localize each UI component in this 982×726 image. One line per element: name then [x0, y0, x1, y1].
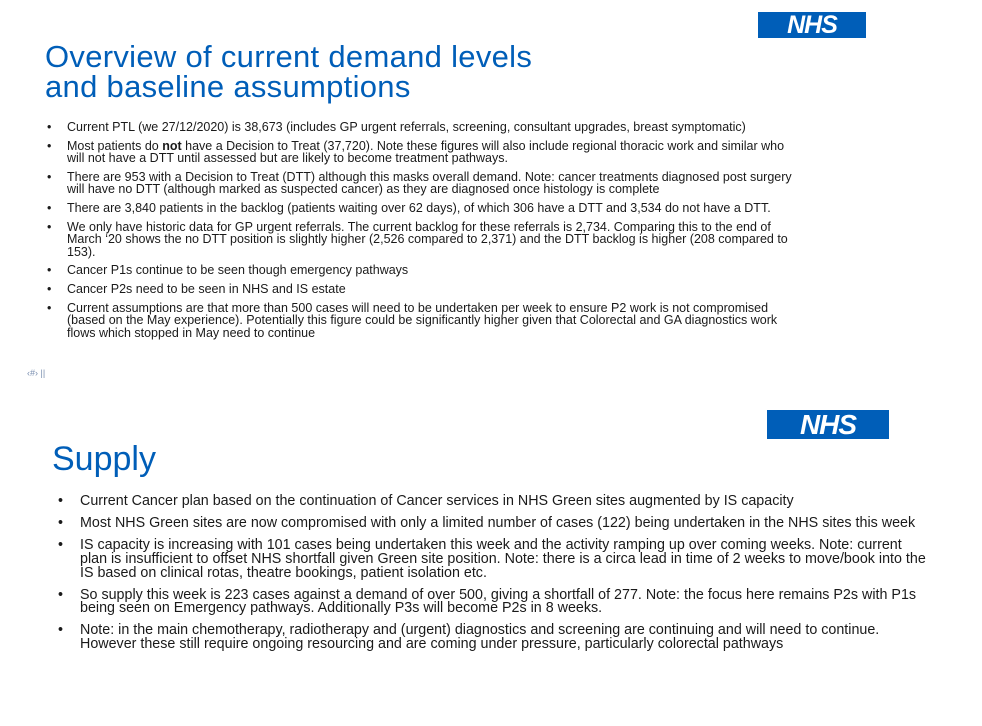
- list-item: [45, 171, 795, 196]
- bullet-list: [58, 495, 928, 660]
- bullet-text-start: Most patients do: [67, 138, 163, 153]
- bullet-text: IS capacity is increasing with 101 cases being undertaken this week and the activity ramping up over coming weeks. Note: current plan is insufficient to offset NHS shortfall given Green site position. Note: there is a circa lead in time of 2 weeks to move/book into the IS based on clinical rotas, theatre bookings, patient isolation etc.: [80, 536, 926, 581]
- list-item: [45, 221, 795, 259]
- bullet-text: There are 3,840 patients in the backlog (patients waiting over 62 days), of which 306 have a DTT and 3,534 do not have a DTT.: [67, 201, 771, 216]
- bullet-text-end: have a Decision to Treat (37,720). Note these figures will also include regional thoracic work and similar who will not have a DTT until assessed but are likely to become treatment pathways.: [67, 138, 785, 166]
- slide-number: ‹#› ||: [27, 368, 46, 378]
- bullet-icon: •: [58, 493, 64, 509]
- nhs-logo: NHS: [767, 410, 889, 439]
- list-item: [58, 514, 928, 531]
- bullet-text: So supply this week is 223 cases against a demand of over 500, giving a shortfall of 277. Note: the focus here remains P2s with P1s being seen on Emergency pathways. Additionally P3s will become P2s in 8 weeks.: [80, 586, 917, 617]
- bullet-icon: •: [47, 263, 52, 278]
- bullet-icon: •: [47, 138, 52, 153]
- bullet-icon: •: [47, 300, 52, 315]
- list-item: [58, 586, 928, 617]
- bullet-text: Current Cancer plan based on the continuation of Cancer services in NHS Green sites augmented by IS capacity: [80, 493, 794, 509]
- bullet-text: We only have historic data for GP urgent referrals. The current backlog for these referrals is 2,734. Comparing this to the end of March ‘20 shows the no DTT position is slightly higher (2,526 compared to 2,371) and the DTT backlog is higher (208 compared to 153).: [67, 219, 788, 259]
- list-item: [45, 121, 795, 134]
- bullet-icon: •: [58, 514, 64, 531]
- list-item: [58, 495, 928, 509]
- bullet-text: Cancer P2s need to be seen in NHS and IS estate: [67, 282, 346, 297]
- page-title: Supply: [52, 440, 156, 478]
- nhs-logo: NHS: [758, 12, 866, 38]
- slide-overview: [0, 0, 837, 396]
- bullet-text: [67, 139, 784, 166]
- page-title: [45, 39, 533, 104]
- list-item: [45, 264, 795, 277]
- bullet-icon: •: [47, 120, 52, 134]
- bullet-icon: •: [58, 586, 64, 603]
- list-item: [45, 202, 795, 215]
- bullet-text: Current PTL (we 27/12/2020) is 38,673 (includes GP urgent referrals, screening, consultant upgrades, breast symptomatic): [67, 120, 746, 134]
- bullet-text: Most NHS Green sites are now compromised with only a limited number of cases (122) being undertaken in the NHS sites this week: [80, 514, 916, 531]
- bullet-text: Cancer P1s continue to be seen though emergency pathways: [67, 263, 409, 278]
- bullet-text-emphasis: not: [162, 138, 182, 153]
- bullet-icon: •: [47, 282, 52, 297]
- title-line-1: Overview of current demand levels: [45, 39, 533, 74]
- title-line-2: and baseline assumptions: [45, 69, 411, 104]
- bullet-text: Note: in the main chemotherapy, radiotherapy and (urgent) diagnostics and screening are continuing and will need to continue. However these still require ongoing resourcing and are coming under pressure, particularly colorectal pathways: [80, 622, 880, 653]
- bullet-icon: •: [47, 201, 52, 216]
- list-item: [45, 140, 795, 165]
- bullet-icon: •: [47, 169, 52, 184]
- list-item: [45, 283, 795, 296]
- list-item: [58, 536, 928, 581]
- bullet-list: [45, 121, 795, 346]
- bullet-icon: •: [58, 536, 64, 553]
- bullet-text: There are 953 with a Decision to Treat (DTT) although this masks overall demand. Note: cancer treatments diagnosed post surgery will have no DTT (although marked as suspected cancer) as they are diagnosed once histology is complete: [67, 169, 792, 197]
- list-item: [45, 302, 795, 340]
- bullet-icon: •: [47, 219, 52, 234]
- bullet-text: Current assumptions are that more than 500 cases will need to be undertaken per week to ensure P2 work is not compromised (based on the May experience). Potentially this figure could be significantly higher given that Colorectal and GA diagnostics work flows which stopped in May need to continue: [67, 300, 778, 340]
- list-item: [58, 624, 928, 652]
- bullet-icon: •: [58, 622, 64, 639]
